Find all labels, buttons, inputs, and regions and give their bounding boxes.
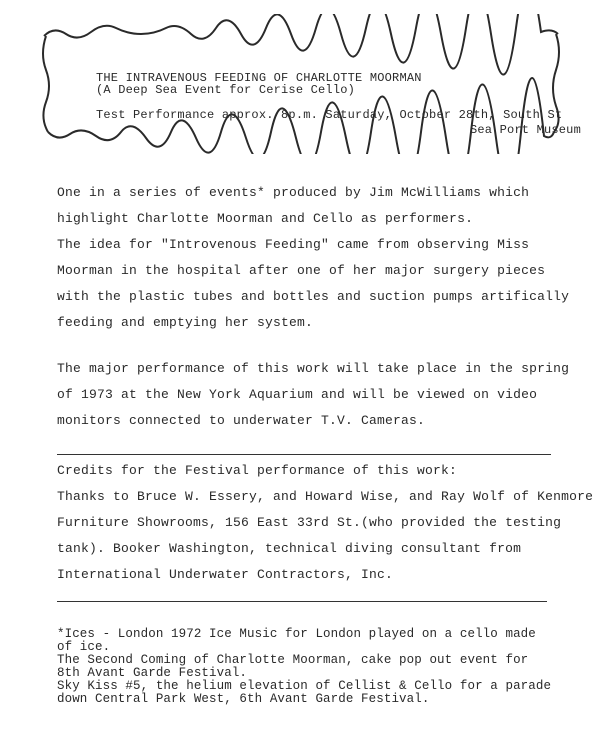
divider-line <box>57 454 551 455</box>
footnote-line: of ice. <box>57 640 111 654</box>
text-line: highlight Charlotte Moorman and Cello as performers. <box>57 211 474 226</box>
text-line: Moorman in the hospital after one of her major surgery pieces <box>57 263 546 278</box>
intro-paragraph <box>57 180 570 336</box>
text-line: with the plastic tubes and bottles and suction pumps artifically <box>57 289 570 304</box>
text-line: Credits for the Festival performance of this work: <box>57 463 458 478</box>
footnote-line: down Central Park West, 6th Avant Garde Festival. <box>57 692 430 706</box>
footnotes <box>57 628 551 706</box>
text-line: tank). Booker Washington, technical diving consultant from <box>57 541 522 556</box>
credits-paragraph <box>57 458 594 588</box>
performance-location: Sea Port Museum <box>469 123 581 137</box>
divider-line <box>57 601 547 602</box>
major-performance-paragraph <box>57 356 570 434</box>
text-line: One in a series of events* produced by Jim McWilliams which <box>57 185 530 200</box>
footnote-line: *Ices - London 1972 Ice Music for London played on a cello made <box>57 627 536 641</box>
text-line: International Underwater Contractors, Inc. <box>57 567 394 582</box>
footnote-line: Sky Kiss #5, the helium elevation of Cellist & Cello for a parade <box>57 679 552 693</box>
text-line: The major performance of this work will take place in the spring <box>57 361 570 376</box>
text-line: Thanks to Bruce W. Essery, and Howard Wise, and Ray Wolf of Kenmore <box>57 489 594 504</box>
text-line: of 1973 at the New York Aquarium and will be viewed on video <box>57 387 538 402</box>
text-line: The idea for "Introvenous Feeding" came from observing Miss <box>57 237 530 252</box>
text-line: Furniture Showrooms, 156 East 33rd St.(who provided the testing <box>57 515 562 530</box>
performance-info: Test Performance approx. 8p.m. Saturday, October 28th, South St <box>96 108 563 122</box>
event-title: THE INTRAVENOUS FEEDING OF CHARLOTTE MOORMAN <box>96 71 422 85</box>
text-line: monitors connected to underwater T.V. Cameras. <box>57 413 426 428</box>
text-line: feeding and emptying her system. <box>57 315 314 330</box>
footnote-line: The Second Coming of Charlotte Moorman, cake pop out event for <box>57 653 529 667</box>
footnote-line: 8th Avant Garde Festival. <box>57 666 248 680</box>
wavy-header-box <box>36 14 581 154</box>
event-subtitle: (A Deep Sea Event for Cerise Cello) <box>96 83 356 97</box>
